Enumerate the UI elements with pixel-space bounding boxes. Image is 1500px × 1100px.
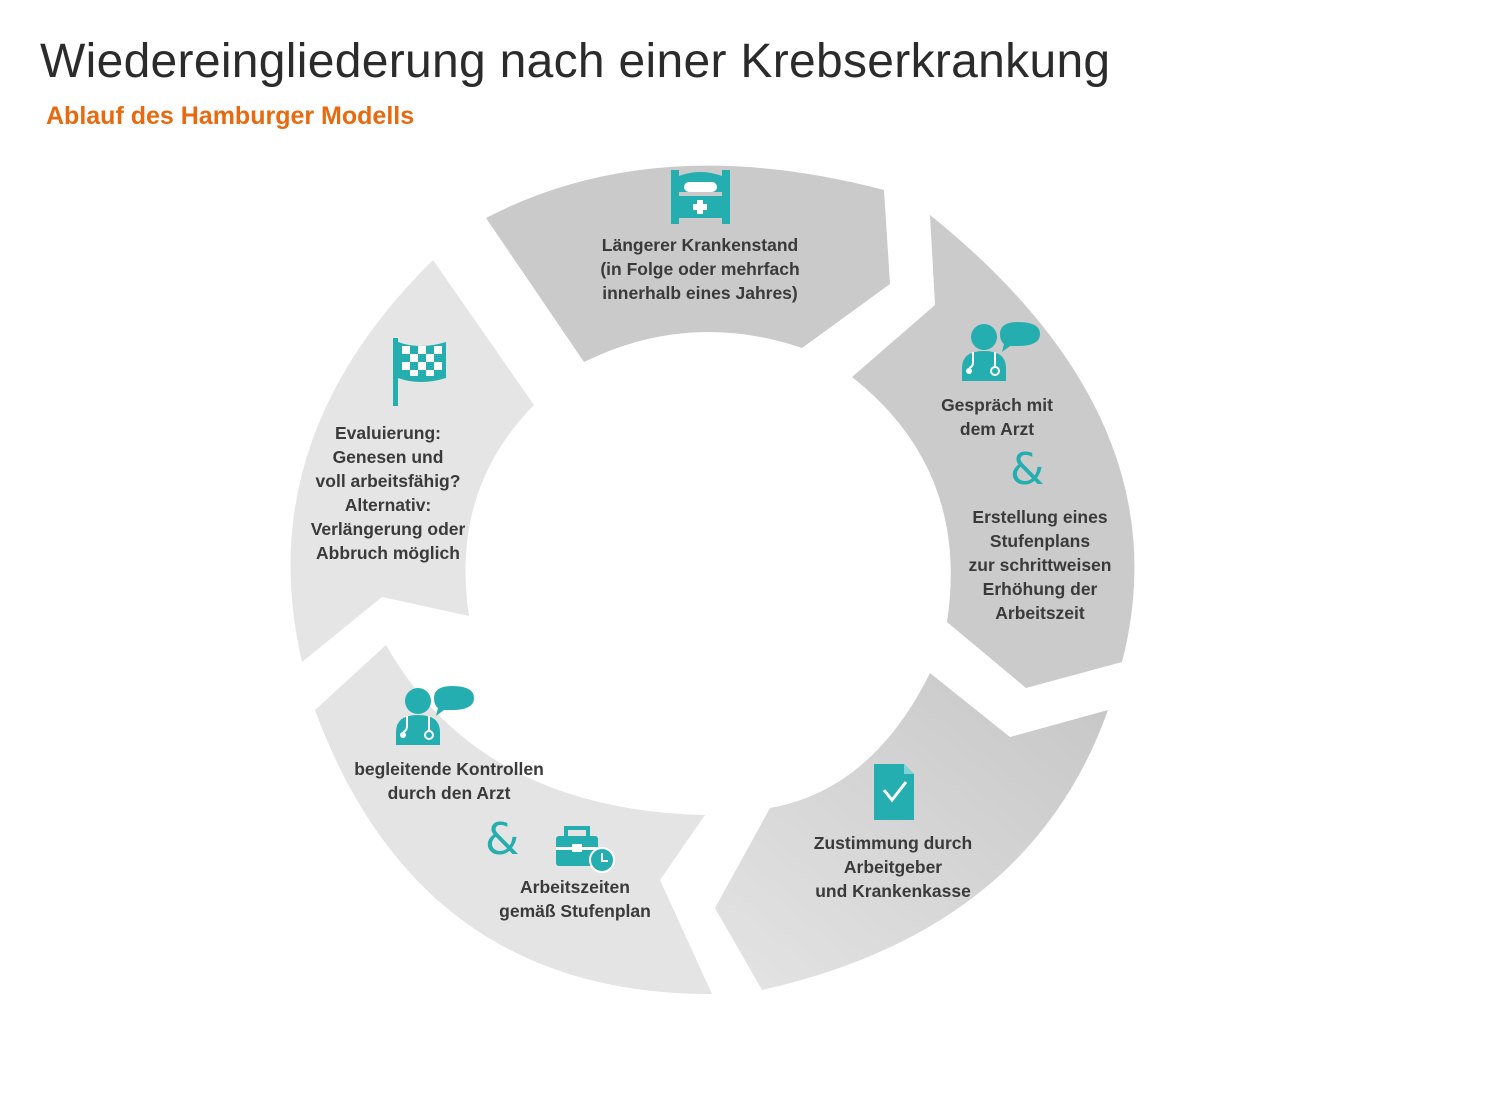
- document-check-icon: [874, 764, 914, 820]
- hospital-bed-icon: [671, 170, 730, 224]
- step-arbeitszeiten-text: Arbeitszeiten gemäß Stufenplan: [499, 877, 651, 921]
- page-subtitle: Ablauf des Hamburger Modells: [46, 102, 415, 130]
- step-zustimmung-text: Zustimmung durch Arbeitgeber und Krankenkasse: [813, 833, 973, 901]
- page-title: Wiedereingliederung nach einer Krebserkrankung: [40, 35, 1111, 88]
- step-kontrollen-text: begleitende Kontrollen durch den Arzt: [354, 759, 544, 803]
- ampersand-connector: &: [485, 814, 520, 865]
- step-krankenstand-text: Längerer Krankenstand (in Folge oder mehrfach innerhalb eines Jahres): [600, 235, 800, 303]
- step-arztgespraech-text: Gespräch mit dem Arzt: [941, 395, 1053, 439]
- step-stufenplan-text: Erstellung eines Stufenplans zur schrittweisen Erhöhung der Arbeitszeit: [968, 507, 1112, 623]
- ampersand-connector: &: [1010, 444, 1045, 495]
- step-evaluierung-text: Evaluierung: Genesen und voll arbeitsfähig? Alternativ: Verlängerung oder Abbruch möglich: [310, 423, 466, 563]
